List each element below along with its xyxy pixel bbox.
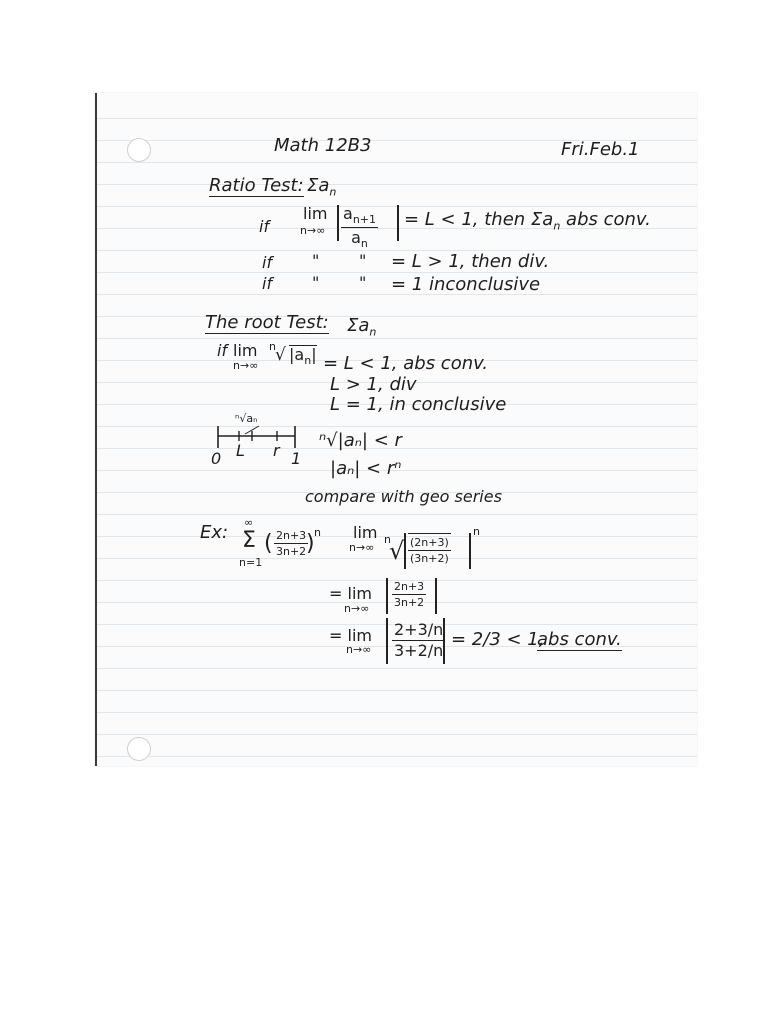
paren-left: ( <box>264 531 273 556</box>
root-if: if <box>217 341 228 360</box>
example-power: n <box>314 526 321 539</box>
root-radicand: $|a_n|$ <box>289 345 317 368</box>
abs-bar-left <box>404 533 406 569</box>
step3-lim-sub: n→∞ <box>346 643 372 656</box>
root-lim: lim <box>233 341 258 360</box>
notebook-page <box>95 93 697 766</box>
abs-bar-left <box>386 578 388 614</box>
abs-bar-right <box>435 578 437 614</box>
ratio-series: $\Sigma a_n$ <box>307 175 337 199</box>
step3-result: = 2/3 < 1, <box>451 629 545 650</box>
radical-sign: √ <box>275 345 286 365</box>
example-fraction: $\frac{2n+3}{3n+2}$ <box>276 529 307 558</box>
tick-r: r <box>273 441 280 460</box>
abs-bar-right <box>443 618 445 664</box>
root-cond1: = L < 1, abs conv. <box>323 353 489 374</box>
abs-bar-left <box>386 618 388 664</box>
ratio-if2: if <box>262 253 273 272</box>
step2-lim-sub: n→∞ <box>344 602 370 615</box>
example-root-fraction: $\frac{(2n+3)}{(3n+2)}$ <box>408 533 451 564</box>
number-line-label: ⁿ√aₙ <box>235 412 258 425</box>
root-index: n <box>269 340 276 353</box>
example-label: Ex: <box>200 522 229 543</box>
step3-fraction: $\frac{2+3/n}{3+2/n}$ <box>394 620 444 660</box>
step3-result-tail: abs conv. <box>537 629 622 650</box>
tick-1: 1 <box>291 449 302 468</box>
root-lim-sub: n→∞ <box>233 359 259 372</box>
root-ineq1: ⁿ√|aₙ| < r <box>319 430 402 451</box>
sum-bottom: n=1 <box>239 556 263 569</box>
ratio-if3: if <box>262 274 273 293</box>
ditto: " <box>312 273 320 292</box>
root-cond3: L = 1, in conclusive <box>330 394 507 415</box>
ratio-cond2: = L > 1, then div. <box>391 251 550 272</box>
sum-top: ∞ <box>244 516 254 529</box>
ratio-cond1: = L < 1, then $\Sigma a_n$ abs conv. <box>404 209 651 233</box>
paren-right: ) <box>306 531 315 556</box>
ratio-lim: lim <box>303 204 328 223</box>
example-root-index: n <box>384 533 391 546</box>
step3-eq: = lim <box>329 626 372 645</box>
root-heading: The root Test: <box>205 312 329 333</box>
example-radical: √ <box>389 537 405 565</box>
root-cond2: L > 1, div <box>330 374 417 395</box>
page-date: Fri.Feb.1 <box>561 139 640 160</box>
sum-sign: Σ <box>242 528 256 553</box>
root-ineq2: |aₙ| < rⁿ <box>330 458 402 479</box>
ratio-lim-sub: n→∞ <box>300 224 326 237</box>
ratio-cond3: = 1 inconclusive <box>391 274 541 295</box>
ditto: " <box>312 251 320 270</box>
step2-eq: = lim <box>329 584 372 603</box>
example-lim: lim <box>353 523 378 542</box>
ratio-if: if <box>259 217 270 236</box>
example-root-power: n <box>473 525 480 538</box>
ratio-fraction: $\frac{a_{n+1}}{a_n}$ <box>343 204 376 251</box>
root-compare: compare with geo series <box>305 487 502 506</box>
ditto: " <box>359 251 367 270</box>
step2-fraction: $\frac{2n+3}{3n+2}$ <box>394 580 425 609</box>
page-title: Math 12B3 <box>274 135 372 156</box>
ratio-heading: Ratio Test: <box>209 175 304 196</box>
tick-0: 0 <box>211 449 222 468</box>
root-series: $\Sigma a_n$ <box>347 315 377 339</box>
example-lim-sub: n→∞ <box>349 541 375 554</box>
tick-L: L <box>236 441 245 460</box>
ditto: " <box>359 273 367 292</box>
abs-bar-right <box>469 533 471 569</box>
